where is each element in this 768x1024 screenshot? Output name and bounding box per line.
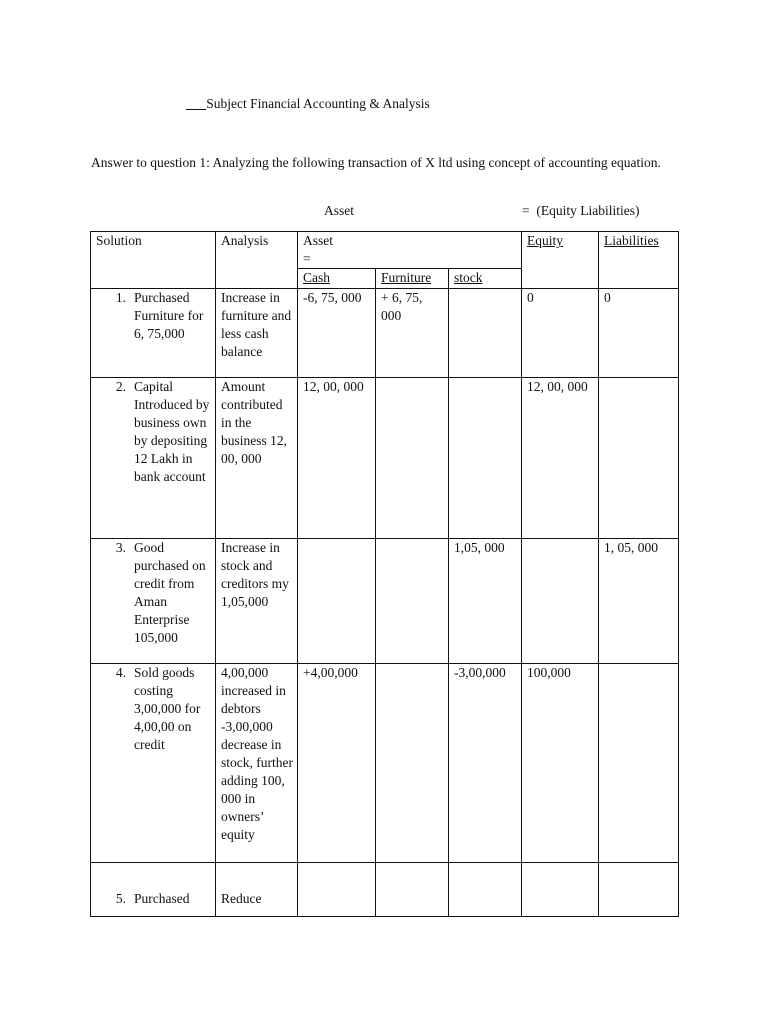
row-stock [449,863,522,917]
row-furniture [376,664,449,863]
header-liabilities [599,232,679,289]
row-solution [91,863,216,917]
row-liabilities [599,664,679,863]
row-analysis: Increase in stock and creditors my 1,05,000 [216,539,298,664]
row-solution-text: Capital Introduced by business own by depositing 12 Lakh in bank account [134,379,210,484]
row-equity: 100,000 [522,664,599,863]
row-number: 4. [115,665,126,680]
row-liabilities [599,378,679,539]
row-number: 1. [115,290,126,305]
row-cash: -6, 75, 000 [298,289,376,378]
title-underline-lead [186,96,206,111]
header-furniture [376,269,449,289]
row-liabilities: 0 [599,289,679,378]
row-equity: 0 [522,289,599,378]
header-solution: Solution [91,232,216,289]
title-text: Subject Financial Accounting & Analysis [206,96,430,111]
row-cash: +4,00,000 [298,664,376,863]
row-stock [449,289,522,378]
row-equity: 12, 00, 000 [522,378,599,539]
header-asset-label: Asset [303,233,333,248]
equation-equity-liabilities-label: = (Equity Liabilities) [522,203,640,218]
row-furniture [376,378,449,539]
table-row [91,378,679,539]
document-title [186,95,430,113]
row-solution-text: Good purchased on credit from Aman Enterprise 105,000 [134,540,206,645]
row-solution-text: Purchased Furniture for 6, 75,000 [134,290,204,341]
header-stock [449,269,522,289]
row-analysis: Amount contributed in the business 12, 00, 000 [216,378,298,539]
header-cash [298,269,376,289]
row-solution [91,378,216,539]
table-row [91,539,679,664]
row-cash [298,863,376,917]
row-stock: -3,00,000 [449,664,522,863]
row-cash [298,539,376,664]
row-stock: 1,05, 000 [449,539,522,664]
row-equity [522,863,599,917]
header-asset-equals: = [303,251,311,266]
intro-paragraph: Answer to question 1: Analyzing the following transaction of X ltd using concept of accounting equation. [91,155,661,170]
row-furniture [376,539,449,664]
row-analysis: 4,00,000 increased in debtors -3,00,000 decrease in stock, further adding 100, 000 in owners’ equity [216,664,298,863]
table-row [91,664,679,863]
row-liabilities [599,863,679,917]
header-equity [522,232,599,289]
row-solution-text: Purchased [134,891,190,906]
row-liabilities: 1, 05, 000 [599,539,679,664]
header-liabilities-label: Liabilities [604,233,659,248]
row-solution [91,539,216,664]
header-analysis: Analysis [216,232,298,289]
row-stock [449,378,522,539]
row-number: 5. [115,891,126,906]
row-analysis: Reduce [216,863,298,917]
row-cash: 12, 00, 000 [298,378,376,539]
table-row [91,289,679,378]
row-analysis: Increase in furniture and less cash balance [216,289,298,378]
equation-asset-label: Asset [324,203,354,218]
row-solution [91,664,216,863]
accounting-equation-table [90,231,679,917]
row-furniture [376,863,449,917]
row-furniture: + 6, 75, 000 [376,289,449,378]
header-stock-label: stock [454,270,483,285]
header-asset [298,232,522,269]
header-equity-label: Equity [527,233,563,248]
row-solution-text: Sold goods costing 3,00,000 for 4,00,00 on credit [134,665,201,752]
table-row [91,863,679,917]
row-equity [522,539,599,664]
header-row [91,232,679,269]
header-furniture-label: Furniture [381,270,432,285]
row-solution [91,289,216,378]
row-number: 3. [115,540,126,555]
header-cash-label: Cash [303,270,330,285]
row-number: 2. [115,379,126,394]
